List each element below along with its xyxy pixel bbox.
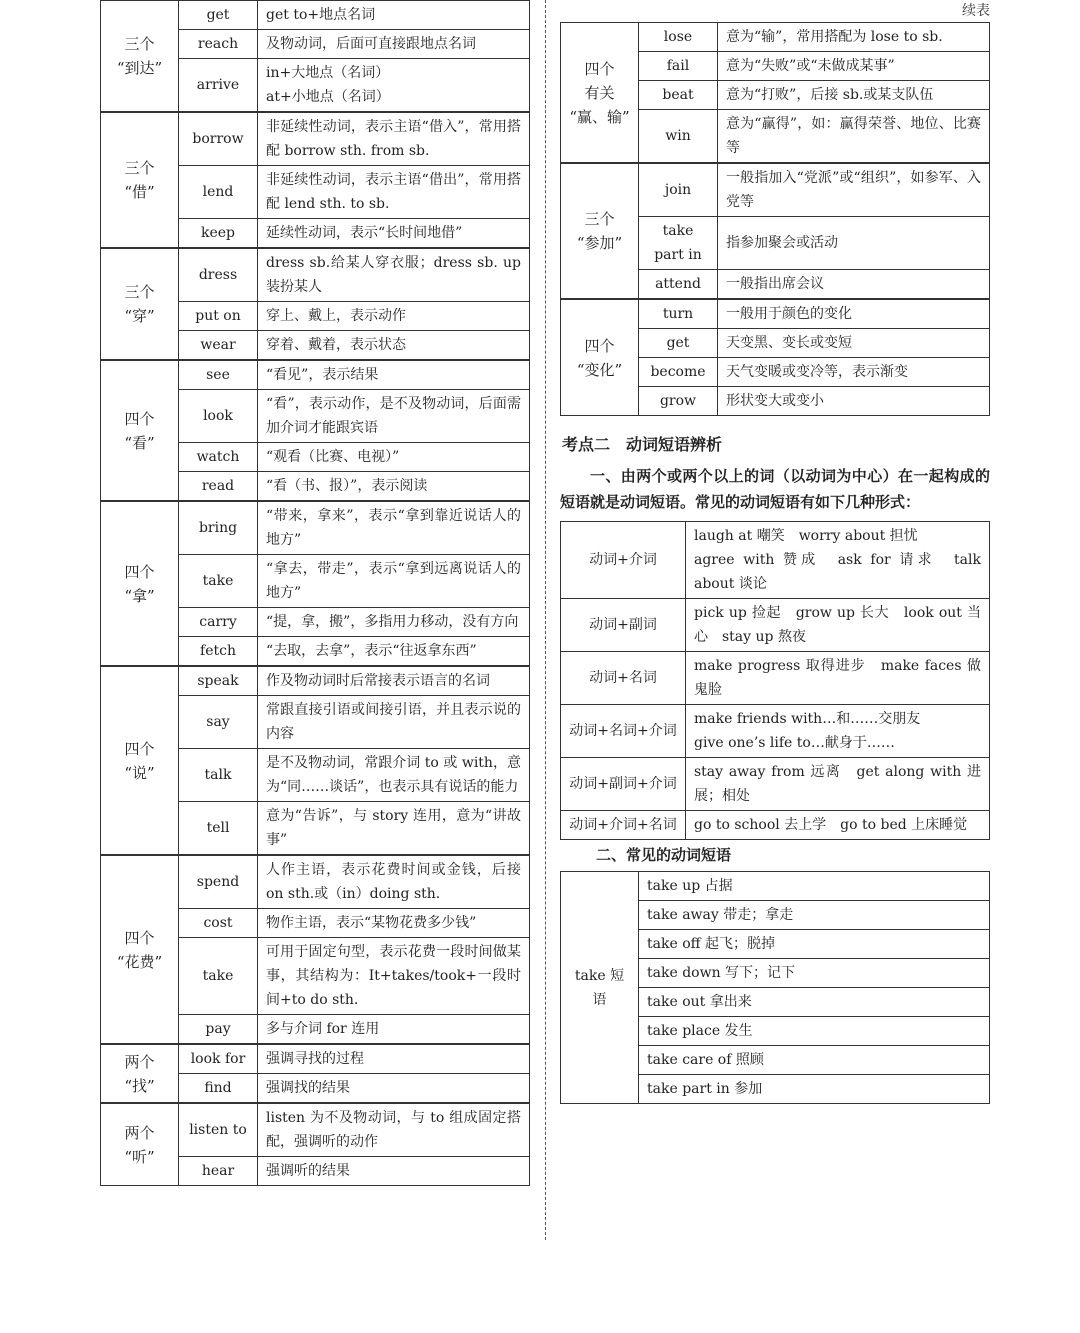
verb-word: become — [639, 358, 718, 387]
description-line: 一般用于颜色的变化 — [726, 306, 852, 322]
group-label-line: 四个 — [584, 336, 615, 355]
verb-description — [258, 1, 530, 30]
continued-label: 续表 — [962, 3, 990, 19]
group-label-cell — [101, 1, 179, 113]
description-line: 可用于固定句型，表示花费一段时间做某事，其结构为：It+takes/took+一段时间+to do sth. — [266, 944, 521, 1008]
verb-description — [258, 331, 530, 361]
verb-word: keep — [179, 219, 258, 249]
verb-word: get — [179, 1, 258, 30]
group-label-line: 两个 — [124, 1123, 155, 1142]
verb-word: lose — [639, 23, 718, 52]
group-label-line: 三个 — [124, 159, 155, 177]
description-line: 延续性动词，表示“长时间地借” — [266, 225, 463, 241]
verb-description — [258, 855, 530, 909]
take-phrase: take care of 照顾 — [639, 1046, 990, 1075]
verb-description — [258, 749, 530, 802]
description-line: 强调找的结果 — [266, 1080, 350, 1096]
verb-description — [258, 1103, 530, 1157]
verb-description — [258, 472, 530, 502]
verb-word: hear — [179, 1157, 258, 1186]
description-line: 强调寻找的过程 — [266, 1051, 364, 1067]
section-title: 考点二 动词短语辨析 — [562, 435, 723, 454]
verb-description — [258, 501, 530, 555]
left-column — [100, 0, 530, 1186]
table-row — [101, 1044, 530, 1074]
verb-word: talk — [179, 749, 258, 802]
phrase-examples — [686, 599, 990, 652]
description-line: 意为“打败”，后接 sb.或某支队伍 — [726, 87, 934, 103]
verb-description — [258, 608, 530, 637]
table-row — [101, 666, 530, 696]
take-phrase: take out 拿出来 — [639, 988, 990, 1017]
table-row — [101, 501, 530, 555]
example-line: go to school 去上学 go to bed 上床睡觉 — [694, 817, 968, 833]
verb-description — [258, 30, 530, 59]
description-line: 天变黑、变长或变短 — [726, 335, 852, 351]
description-line: 常跟直接引语或间接引语，并且表示说的内容 — [266, 702, 521, 742]
group-label-line: “看” — [124, 433, 155, 452]
description-line: 非延续性动词，表示主语“借出”，常用搭配 lend sth. to sb. — [266, 172, 521, 212]
group-label-cell — [101, 1044, 179, 1103]
group-label-cell — [561, 163, 639, 299]
group-label-line: 三个 — [124, 283, 155, 301]
verb-word: bring — [179, 501, 258, 555]
verb-word: fetch — [179, 637, 258, 667]
description-line: 指参加聚会或活动 — [726, 235, 838, 251]
verb-description — [258, 637, 530, 667]
description-line: 穿上、戴上，表示动作 — [266, 308, 406, 324]
example-line: agree with 赞成 ask for 请求 talk about 谈论 — [694, 552, 981, 592]
description-line: “观看（比赛、电视）” — [266, 449, 400, 465]
verb-word: cost — [179, 909, 258, 938]
description-line: 一般指加入“党派”或“组织”，如参军、入党等 — [726, 170, 981, 210]
description-line: “看（书、报）”，表示阅读 — [266, 478, 428, 494]
verb-word: listen to — [179, 1103, 258, 1157]
verb-word: find — [179, 1074, 258, 1104]
group-label-line: 四个 — [124, 739, 155, 758]
description-line: “看见”，表示结果 — [266, 367, 379, 383]
right-column — [560, 0, 990, 1104]
verb-word: fail — [639, 52, 718, 81]
verb-word: take — [179, 555, 258, 608]
description-line: in+大地点（名词） — [266, 65, 390, 81]
verb-word: beat — [639, 81, 718, 110]
verb-description — [258, 555, 530, 608]
group-label-line: “拿” — [124, 586, 155, 605]
verb-word: look for — [179, 1044, 258, 1074]
verb-word: carry — [179, 608, 258, 637]
group-label-cell — [101, 855, 179, 1044]
table-row — [561, 652, 990, 705]
verb-comparison-table-right — [560, 22, 990, 416]
phrase-examples — [686, 652, 990, 705]
verb-description — [258, 112, 530, 166]
group-label-cell — [101, 501, 179, 666]
take-phrase: take off 起飞；脱掉 — [639, 930, 990, 959]
group-label-cell — [101, 1103, 179, 1186]
description-line: dress sb.给某人穿衣服；dress sb. up 装扮某人 — [266, 255, 521, 295]
verb-description — [258, 938, 530, 1015]
phrase-examples — [686, 758, 990, 811]
verb-description — [258, 360, 530, 390]
group-label-cell — [101, 666, 179, 855]
description-line: 穿着、戴着，表示状态 — [266, 337, 406, 353]
group-label-line: “花费” — [116, 952, 163, 971]
group-label-line: 两个 — [124, 1052, 155, 1071]
phrase-examples — [686, 705, 990, 758]
verb-word: take — [179, 938, 258, 1015]
table-row — [561, 522, 990, 599]
phrase-form-table — [560, 521, 990, 840]
take-phrase: take down 写下；记下 — [639, 959, 990, 988]
verb-word: join — [639, 163, 718, 217]
example-line: stay away from 远离 get along with 进展；相处 — [694, 764, 981, 804]
table-row — [561, 872, 990, 901]
group-label-line: 三个 — [584, 210, 615, 228]
verb-word: get — [639, 329, 718, 358]
example-line: make progress 取得进步 make faces 做鬼脸 — [694, 658, 981, 698]
verb-description — [718, 163, 990, 217]
table-row — [561, 163, 990, 217]
verb-word: lend — [179, 166, 258, 219]
phrase-form: 动词+介词 — [561, 522, 686, 599]
example-line: make friends with…和……交朋友 — [694, 711, 921, 727]
verb-word: tell — [179, 802, 258, 856]
description-line: 非延续性动词，表示主语“借入”，常用搭配 borrow sth. from sb. — [266, 119, 521, 159]
description-line: listen 为不及物动词，与 to 组成固定搭配，强调听的动作 — [266, 1110, 521, 1150]
description-line: “带来，拿来”，表示“拿到靠近说话人的地方” — [266, 508, 521, 548]
description-line: 天气变暖或变冷等，表示渐变 — [726, 364, 908, 380]
table-row — [561, 299, 990, 329]
verb-description — [718, 358, 990, 387]
verb-word: watch — [179, 443, 258, 472]
verb-word: say — [179, 696, 258, 749]
description-line: 一般指出席会议 — [726, 276, 824, 292]
verb-description — [258, 802, 530, 856]
take-phrase: take up 占据 — [639, 872, 990, 901]
verb-word: wear — [179, 331, 258, 361]
verb-description — [718, 52, 990, 81]
table-row — [561, 23, 990, 52]
phrase-examples — [686, 522, 990, 599]
verb-description — [258, 696, 530, 749]
verb-description — [258, 1015, 530, 1045]
verb-word: borrow — [179, 112, 258, 166]
table-row — [561, 758, 990, 811]
table-row — [561, 811, 990, 840]
group-label-line: “到达” — [116, 59, 163, 77]
description-line: “看”，表示动作，是不及物动词，后面需加介词才能跟宾语 — [266, 396, 521, 436]
dashed-divider — [545, 0, 546, 1240]
verb-description — [258, 1044, 530, 1074]
verb-description — [718, 23, 990, 52]
verb-word: speak — [179, 666, 258, 696]
group-label-line: “变化” — [576, 360, 623, 379]
description-line: 人作主语，表示花费时间或金钱，后接 on sth.或（in）doing sth. — [266, 862, 521, 902]
verb-description — [258, 390, 530, 443]
table-row — [561, 705, 990, 758]
group-label-cell — [101, 248, 179, 360]
verb-description — [258, 443, 530, 472]
group-label-line: “听” — [124, 1147, 155, 1166]
verb-word: win — [639, 110, 718, 164]
verb-word: pay — [179, 1015, 258, 1045]
verb-word: spend — [179, 855, 258, 909]
group-label-line: 四个 — [124, 562, 155, 581]
verb-description — [718, 110, 990, 164]
example-line: laugh at 嘲笑 worry about 担忧 — [694, 528, 918, 544]
take-phrase-table — [560, 871, 990, 1104]
phrase-form: 动词+副词 — [561, 599, 686, 652]
group-label-line: 四个 — [124, 928, 155, 947]
take-phrase: take away 带走；拿走 — [639, 901, 990, 930]
phrase-form: 动词+名词+介词 — [561, 705, 686, 758]
group-label-cell — [561, 23, 639, 164]
group-label-line: “找” — [124, 1076, 155, 1095]
group-label-line: “说” — [124, 763, 155, 782]
description-line: “拿去，带走”，表示“拿到远离说话人的地方” — [266, 561, 521, 601]
verb-word: take part in — [639, 217, 718, 270]
group-label-cell — [101, 112, 179, 248]
group-label-line: “穿” — [124, 307, 155, 325]
description-line: 物作主语，表示“某物花费多少钱” — [266, 915, 477, 931]
table-row — [101, 112, 530, 166]
phrase-form: 动词+介词+名词 — [561, 811, 686, 840]
take-group-label: take 短语 — [561, 872, 639, 1104]
verb-word: turn — [639, 299, 718, 329]
verb-description — [718, 329, 990, 358]
group-label-line: 三个 — [124, 35, 155, 53]
verb-description — [258, 909, 530, 938]
table-row — [101, 1, 530, 30]
description-line: 作及物动词时后常接表示语言的名词 — [266, 673, 490, 689]
verb-description — [258, 666, 530, 696]
description-line: 意为“赢得”，如：赢得荣誉、地位、比赛等 — [726, 116, 981, 156]
group-label-line: 四个 — [584, 59, 615, 78]
table-row — [101, 855, 530, 909]
section-intro: 一、由两个或两个以上的词（以动词为中心）在一起构成的短语就是动词短语。常见的动词短语有如下几种形式： — [560, 467, 990, 511]
description-line: 及物动词，后面可直接跟地点名词 — [266, 36, 476, 52]
description-line: “去取，去拿”，表示“往返拿东西” — [266, 643, 477, 659]
verb-description — [718, 217, 990, 270]
verb-word: dress — [179, 248, 258, 302]
verb-word: see — [179, 360, 258, 390]
description-line: 意为“失败”或“未做成某事” — [726, 58, 895, 74]
example-line: give one’s life to…献身于…… — [694, 735, 895, 751]
description-line: 强调听的结果 — [266, 1163, 350, 1179]
verb-description — [718, 387, 990, 416]
take-phrase: take place 发生 — [639, 1017, 990, 1046]
group-label-line: 有关 — [584, 83, 615, 102]
verb-comparison-table-left — [100, 0, 530, 1186]
phrase-examples — [686, 811, 990, 840]
verb-description — [258, 59, 530, 113]
verb-description — [258, 302, 530, 331]
take-phrase: take part in 参加 — [639, 1075, 990, 1104]
verb-description — [718, 299, 990, 329]
description-line: 意为“告诉”，与 story 连用，意为“讲故事” — [266, 808, 521, 848]
table-row — [101, 1103, 530, 1157]
group-label-line: “赢、输” — [569, 107, 630, 126]
description-line: 意为“输”，常用搭配为 lose to sb. — [726, 29, 943, 45]
group-label-line: “借” — [124, 183, 155, 201]
verb-description — [258, 1157, 530, 1186]
verb-word: read — [179, 472, 258, 502]
group-label-cell — [101, 360, 179, 501]
description-line: 是不及物动词，常跟介词 to 或 with，意为“同……谈话”，也表示具有说话的能力 — [266, 755, 521, 795]
description-line: get to+地点名词 — [266, 7, 376, 23]
verb-description — [258, 248, 530, 302]
verb-description — [718, 270, 990, 300]
description-line: 形状变大或变小 — [726, 393, 824, 409]
description-line: 多与介词 for 连用 — [266, 1021, 380, 1037]
verb-description — [258, 1074, 530, 1104]
verb-description — [258, 166, 530, 219]
description-line: “提，拿，搬”，多指用力移动，没有方向 — [266, 614, 519, 630]
verb-word: grow — [639, 387, 718, 416]
verb-word: attend — [639, 270, 718, 300]
description-line: at+小地点（名词） — [266, 89, 390, 105]
group-label-line: “参加” — [576, 234, 623, 252]
table-row — [101, 360, 530, 390]
phrase-form: 动词+副词+介词 — [561, 758, 686, 811]
phrase-form: 动词+名词 — [561, 652, 686, 705]
group-label-line: 四个 — [124, 409, 155, 428]
verb-description — [718, 81, 990, 110]
verb-word: reach — [179, 30, 258, 59]
verb-description — [258, 219, 530, 249]
subsection-title: 二、常见的动词短语 — [596, 846, 732, 864]
verb-word: put on — [179, 302, 258, 331]
group-label-cell — [561, 299, 639, 416]
verb-word: look — [179, 390, 258, 443]
table-row — [101, 248, 530, 302]
verb-word: arrive — [179, 59, 258, 113]
example-line: pick up 捡起 grow up 长大 look out 当心 stay up 熬夜 — [694, 605, 981, 645]
table-row — [561, 599, 990, 652]
